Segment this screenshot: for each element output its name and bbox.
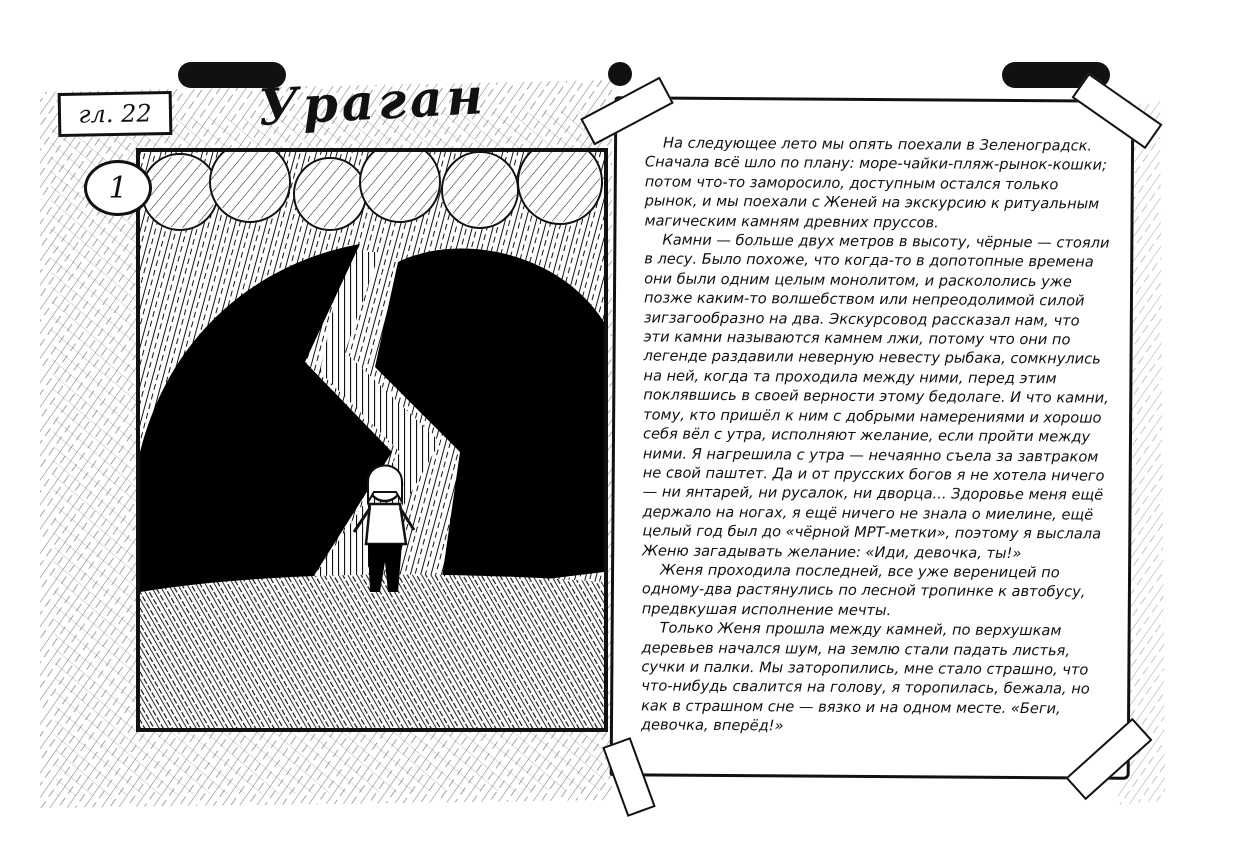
paragraph: Только Женя прошла между камней, по верхушкам деревьев начался шум, на землю стали падать листья, сучки и палки. Мы заторопились, мне стало страшно, что что-нибудь свалится на голову, я торопилась, бежала, но как в страшном сне — вязко и на одном месте. «Беги, девочка, вперёд!» [640, 619, 1090, 735]
chapter-label [58, 91, 173, 137]
panel-number-text: 1 [108, 170, 128, 206]
paragraph: Женя проходила последней, все уже вереницей по одному-два растянулись по лесной тропинке к автобусу, предвкушая исполнение мечты. [641, 561, 1086, 619]
text-note [610, 96, 1135, 780]
comic-panel [136, 148, 608, 732]
chapter-label-text: гл. 22 [78, 99, 152, 129]
page-title: Ураган [256, 66, 489, 137]
binder-hole [608, 62, 632, 86]
paragraph: Камни — больше двух метров в высоту, чёрные — стояли в лесу. Было похоже, что когда-то в допотопные времена они были одним целым монолитом, и раскололись уже позже каким-то волшебством или непреодолимой силой зигзагообразно на два. Экскурсовод рассказал нам, что эти камни называются камнем лжи, потому что они по легенде раздавили неверную невесту рыбака, сомкнулись на ней, когда та проходила между ними, перед этим поклявшись в своей верности этому бедолаге. И что камни, тому, кто пришёл к ним с добрыми намерениями и хорошо себя вёл с утра, исполняют желание, если пройти между ними. Я нагрешила с утра — нечаянно съела за завтраком не свой паштет. Да и от прусских богов я не хотела ничего — ни янтарей, ни русалок, ни дворца... Здоровье меня ещё держало на ногах, я ещё ничего не знала о миелине, ещё целый год был до «чёрной МРТ-метки», поэтому я выслала Женю загадывать желание: «Иди, девочка, ты!» [642, 231, 1110, 562]
panel-number [84, 160, 152, 216]
stone-split-forest-illustration [140, 152, 604, 728]
paragraph: На следующее лето мы опять поехали в Зеленоградск. Сначала всё шло по плану: море-чайки-пляж-рынок-кошки; потом что-то заморосило, доступным остался только рынок, и мы поехали с Женей на экскурсию к ритуальным магическим камням древних пруссов. [644, 134, 1108, 232]
